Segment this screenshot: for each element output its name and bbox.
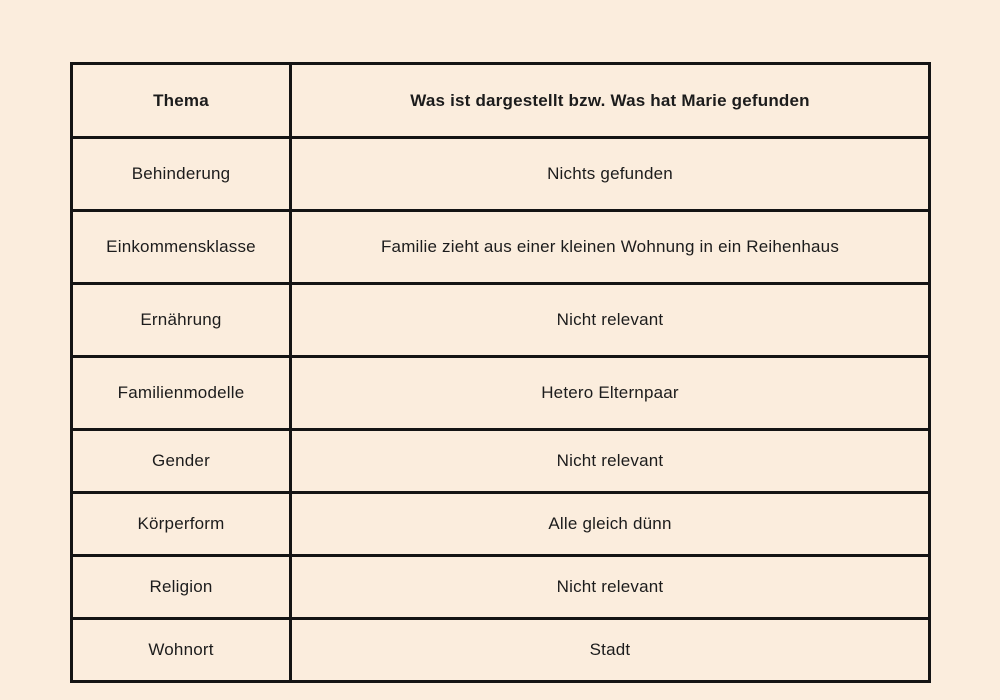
column-header-findings: Was ist dargestellt bzw. Was hat Marie gefunden [291,64,930,138]
table-row-behinderung [72,138,930,211]
header-row [72,64,930,138]
finding-cell: Stadt [291,619,930,682]
table-row-religion [72,556,930,619]
thema-cell: Familienmodelle [72,357,291,430]
thema-cell: Religion [72,556,291,619]
finding-cell: Nicht relevant [291,284,930,357]
table-row-familienmodelle [72,357,930,430]
thema-cell: Behinderung [72,138,291,211]
finding-cell: Nichts gefunden [291,138,930,211]
thema-cell: Gender [72,430,291,493]
marie-findings-table [70,62,931,683]
table-row-einkommensklasse [72,211,930,284]
column-header-thema: Thema [72,64,291,138]
thema-cell: Einkommensklasse [72,211,291,284]
table-row-koerperform [72,493,930,556]
finding-cell: Familie zieht aus einer kleinen Wohnung in ein Reihenhaus [291,211,930,284]
finding-cell: Alle gleich dünn [291,493,930,556]
thema-cell: Wohnort [72,619,291,682]
table-row-ernaehrung [72,284,930,357]
thema-cell: Körperform [72,493,291,556]
finding-cell: Nicht relevant [291,556,930,619]
thema-cell: Ernährung [72,284,291,357]
finding-cell: Hetero Elternpaar [291,357,930,430]
finding-cell: Nicht relevant [291,430,930,493]
table-row-wohnort [72,619,930,682]
table-row-gender [72,430,930,493]
